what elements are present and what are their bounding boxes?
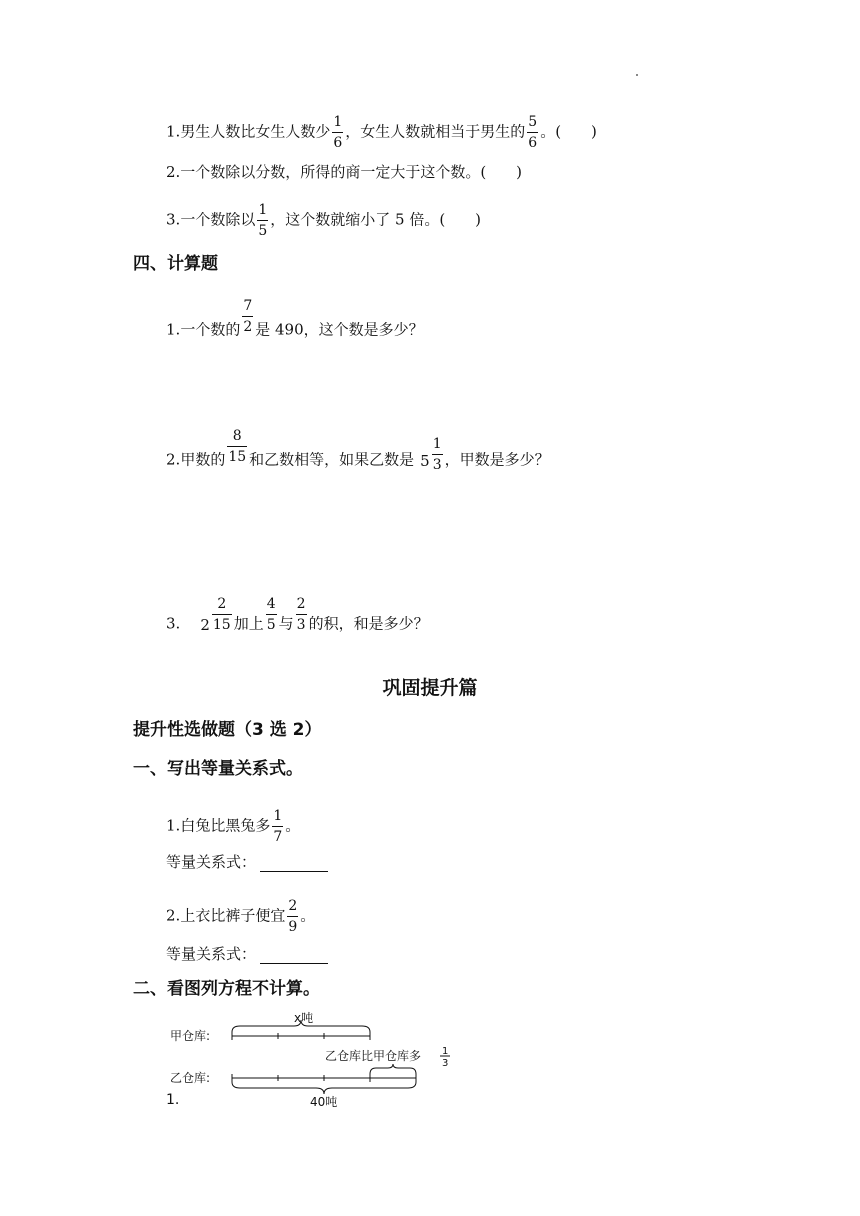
relation-answer-2: 等量关系式： (166, 944, 328, 964)
section-title-diagram: 二、看图列方程不计算。 (133, 979, 320, 999)
fraction: $\frac{1}{6}$ (333, 114, 343, 151)
decorative-dot (636, 74, 638, 76)
top-quantity-label: x吨 (294, 1011, 314, 1025)
calc-question-3: 3. 2 $\frac{2}{15}$ 加上 $\frac{4}{5}$ 与 $\frac{2}{3}$ 的积，和是多少？ (166, 606, 429, 643)
judgement-question-2: 2.一个数除以分数，所得的商一定大于这个数。( ) (166, 163, 523, 181)
comparison-label: 乙仓库比甲仓库多 (325, 1049, 422, 1063)
label-warehouse-b: 乙仓库: (170, 1071, 211, 1085)
bottom-quantity-label: 40吨 (310, 1095, 338, 1109)
mixed-number: 5 $\frac{1}{3}$ (420, 436, 442, 473)
fraction: $\frac{2}{3}$ (296, 596, 306, 633)
judgement-question-1: 1.男生人数比女生人数少 $\frac{1}{6}$ ，女生人数就相当于男生的 $\frac{5}{6}$ 。( ) (166, 114, 597, 151)
relation-question-1: 1.白兔比黑兔多 $\frac{1}{7}$ 。 (166, 808, 301, 845)
section-title-calc: 四、计算题 (133, 254, 218, 274)
calc-question-2: 2.甲数的 $\frac{8}{15}$ 和乙数相等，如果乙数是 5 $\frac{1}{3}$ ，甲数是多少？ (166, 442, 550, 479)
fraction: $\frac{2}{9}$ (288, 898, 298, 935)
fraction: $\frac{1}{5}$ (258, 202, 268, 239)
part-title: 巩固提升篇 (382, 677, 478, 699)
relation-question-2: 2.上衣比裤子便宜 $\frac{2}{9}$ 。 (166, 898, 316, 935)
comparison-fraction-num: 1 (442, 1046, 449, 1057)
relation-answer-1: 等量关系式： (166, 852, 328, 872)
fraction: $\frac{4}{5}$ (266, 596, 276, 633)
subtitle: 提升性选做题（3 选 2） (133, 720, 322, 740)
fraction: $\frac{5}{6}$ (528, 114, 538, 151)
mixed-number: 2 $\frac{2}{15}$ (200, 596, 231, 634)
fraction: $\frac{8}{15}$ (228, 428, 247, 465)
comparison-fraction-den: 3 (442, 1058, 449, 1069)
fraction: $\frac{1}{7}$ (273, 808, 283, 845)
section-title-relation: 一、写出等量关系式。 (133, 759, 303, 779)
judgement-question-3: 3.一个数除以 $\frac{1}{5}$ ，这个数就缩小了 5 倍。( ) (166, 202, 482, 239)
fraction: $\frac{7}{2}$ (243, 298, 253, 335)
label-warehouse-a: 甲仓库: (170, 1029, 211, 1043)
answer-blank[interactable] (260, 949, 328, 964)
calc-question-1: 1.一个数的 $\frac{7}{2}$ 是 490，这个数是多少？ (166, 298, 424, 339)
line-segment-diagram (170, 1010, 470, 1110)
diagram-question-number: 1. (166, 1092, 180, 1108)
answer-blank[interactable] (260, 857, 328, 872)
